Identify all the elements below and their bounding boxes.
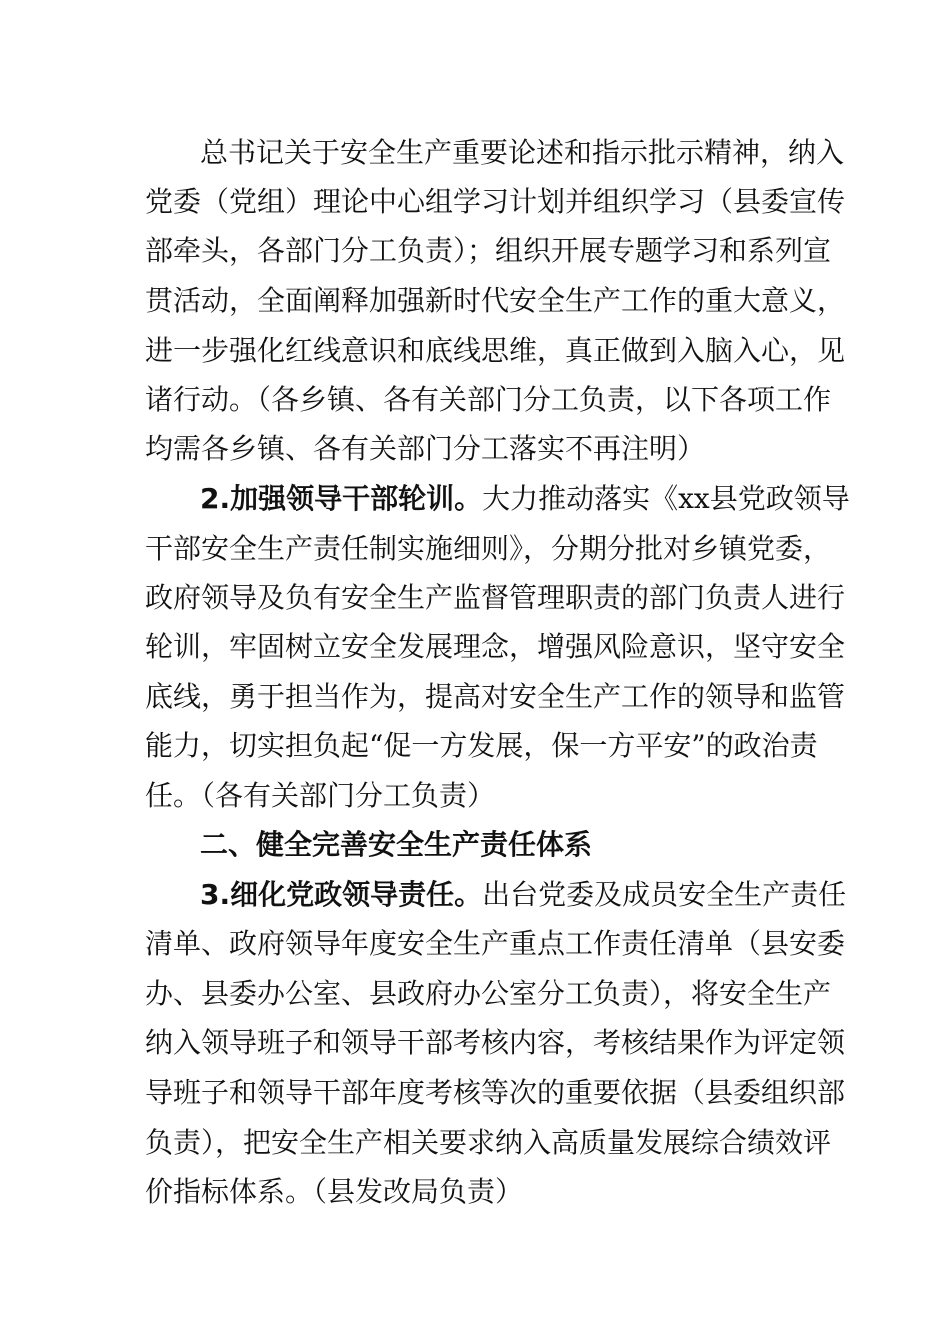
paragraph-2-line-4: 轮训，牢固树立安全发展理念，增强风险意识，坚守安全 [145,630,846,663]
paragraph-1-line-2: 党委（党组）理论中心组学习计划并组织学习（县委宣传 [145,185,846,218]
paragraph-3-line-5: 导班子和领导干部年度考核等次的重要依据（县委组织部 [145,1076,846,1109]
paragraph-3-line-6: 负责），把安全生产相关要求纳入高质量发展综合绩效评 [145,1126,832,1159]
paragraph-2-line-3: 政府领导及负有安全生产监督管理职责的部门负责人进行 [145,581,846,614]
paragraph-3-line-3: 办、县委办公室、县政府办公室分工负责），将安全生产 [145,977,832,1010]
paragraph-1-line-4: 贯活动，全面阐释加强新时代安全生产工作的重大意义， [145,284,846,317]
paragraph-2-first-rest: 大力推动落实《xx县党政领导 [482,482,850,515]
paragraph-2-line-2: 干部安全生产责任制实施细则》，分期分批对乡镇党委， [145,532,832,565]
paragraph-2-line-7: 任。（各有关部门分工负责） [145,779,496,812]
paragraph-3-line-4: 纳入领导班子和领导干部考核内容，考核结果作为评定领 [145,1026,846,1059]
paragraph-3-line-1 [200,870,847,920]
paragraph-1-line-3: 部牵头，各部门分工负责）；组织开展专题学习和系列宣 [145,234,832,267]
paragraph-1-line-7: 均需各乡镇、各有关部门分工落实不再注明） [145,432,706,465]
paragraph-3-first-rest: 出台党委及成员安全生产责任 [482,878,847,911]
paragraph-1-line-5: 进一步强化红线意识和底线思维，真正做到入脑入心，见 [145,334,846,367]
paragraph-3-line-7: 价指标体系。（县发改局负责） [145,1175,524,1208]
paragraph-2-line-5: 底线，勇于担当作为，提高对安全生产工作的领导和监管 [145,680,846,713]
paragraph-2-lead: 2.加强领导干部轮训。 [200,482,483,515]
paragraph-3-line-2: 清单、政府领导年度安全生产重点工作责任清单（县安委 [145,927,846,960]
paragraph-1-line-6: 诸行动。（各乡镇、各有关部门分工负责，以下各项工作 [145,383,832,416]
paragraph-2-line-1 [200,474,850,524]
paragraph-1-line-1: 总书记关于安全生产重要论述和指示批示精神，纳入 [200,136,845,169]
section-heading: 二、健全完善安全生产责任体系 [200,828,593,861]
paragraph-2-line-6: 能力，切实担负起“促一方发展，保一方平安”的政治责 [145,729,818,762]
paragraph-3-lead: 3.细化党政领导责任。 [200,878,483,911]
